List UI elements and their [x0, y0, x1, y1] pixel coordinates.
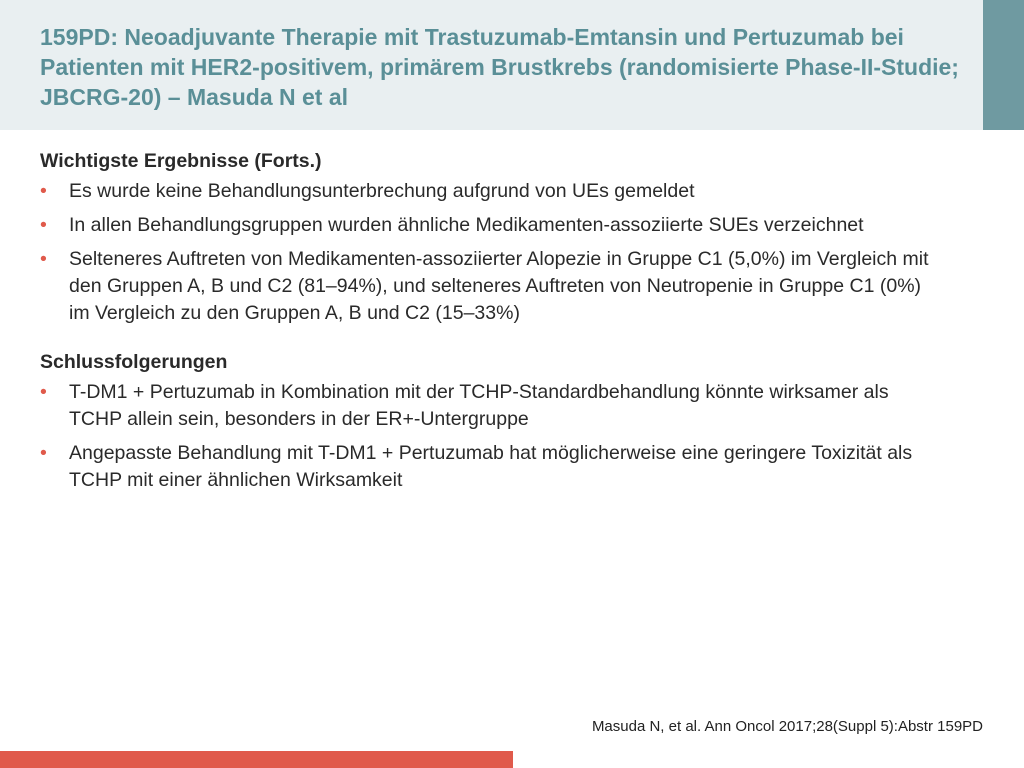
bullet-icon: •	[40, 248, 47, 270]
header-band	[0, 0, 1024, 130]
footer-accent-bar	[0, 751, 513, 768]
content-area	[40, 148, 940, 494]
bullet-item	[40, 379, 940, 433]
bullet-text: Es wurde keine Behandlungsunterbrechung aufgrund von UEs gemeldet	[69, 180, 695, 202]
conclusions-bullet-list	[40, 379, 940, 494]
bullet-text: T-DM1 + Pertuzumab in Kombination mit der TCHP-Standardbehandlung könnte wirksamer als TCHP allein sein, besonders in der ER+-Untergruppe	[69, 381, 889, 430]
bullet-icon: •	[40, 214, 47, 236]
bullet-text: Angepasste Behandlung mit T-DM1 + Pertuzumab hat möglicherweise eine geringere Toxizität als TCHP mit einer ähnlichen Wirksamkeit	[69, 442, 913, 491]
citation: Masuda N, et al. Ann Oncol 2017;28(Suppl 5):Abstr 159PD	[591, 718, 983, 735]
bullet-icon: •	[40, 442, 47, 464]
bullet-item	[40, 212, 940, 239]
bullet-icon: •	[40, 180, 47, 202]
bullet-text: Selteneres Auftreten von Medikamenten-assoziierter Alopezie in Gruppe C1 (5,0%) im Vergleich mit den Gruppen A, B und C2 (81–94%), und selteneres Auftreten von Neutropenie in Gruppe C1 (0%) im Vergleich zu den Gruppen A, B und C2 (15–33%)	[69, 248, 929, 324]
results-bullet-list	[40, 178, 940, 327]
slide-title: 159PD: Neoadjuvante Therapie mit Trastuzumab-Emtansin und Pertuzumab bei Patienten mit HER2-positivem, primärem Brustkrebs (randomisierte Phase-II-Studie; JBCRG-20) – Masuda N et al	[40, 24, 959, 110]
bullet-item	[40, 246, 940, 327]
header-accent-block	[983, 0, 1024, 130]
bullet-item	[40, 178, 940, 205]
section-heading-results: Wichtigste Ergebnisse (Forts.)	[40, 150, 322, 172]
section-heading-conclusions: Schlussfolgerungen	[40, 351, 228, 373]
bullet-item	[40, 440, 940, 494]
bullet-icon: •	[40, 381, 47, 403]
bullet-text: In allen Behandlungsgruppen wurden ähnliche Medikamenten-assoziierte SUEs verzeichnet	[69, 214, 864, 236]
